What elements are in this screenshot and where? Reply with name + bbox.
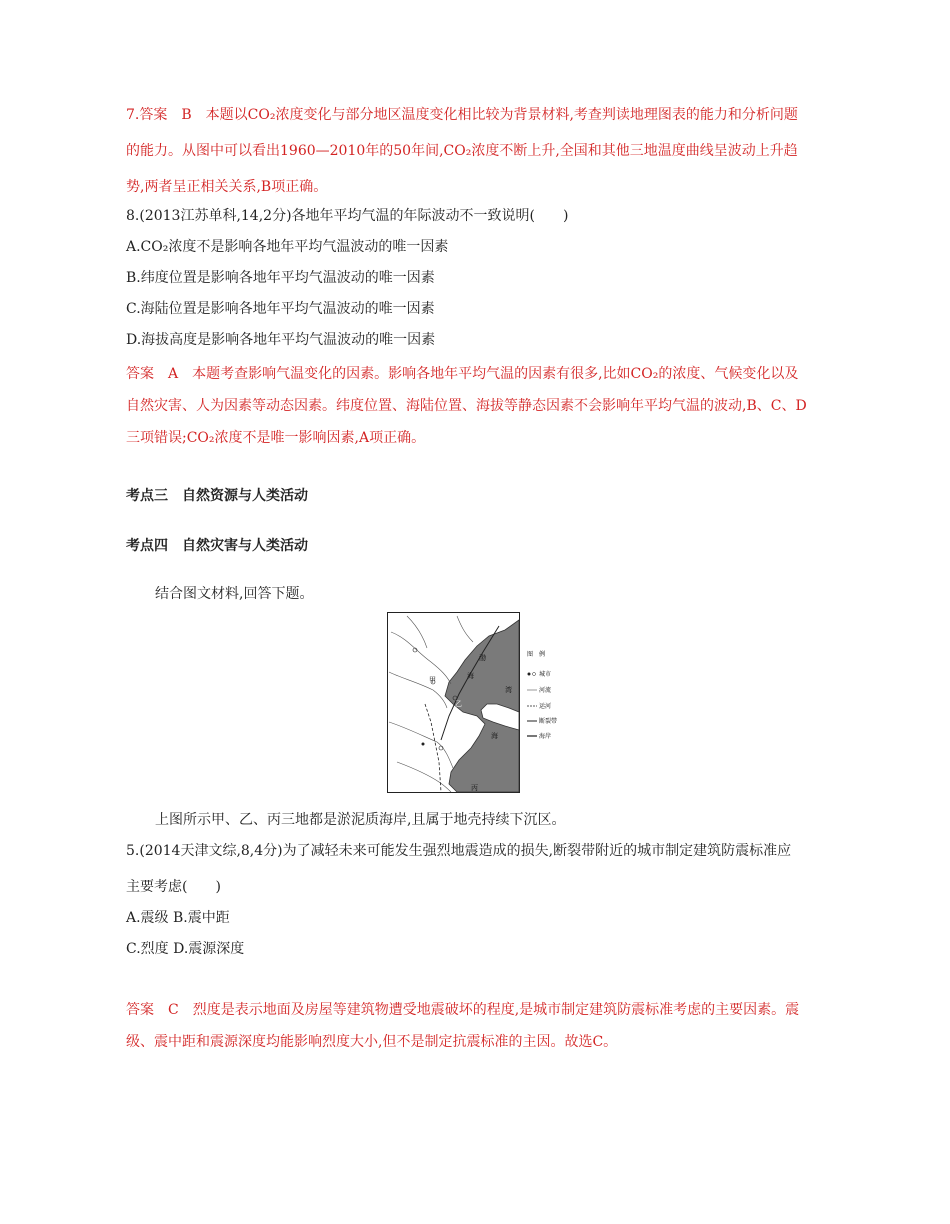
sea-label-2: 海: [467, 672, 474, 680]
bohai-map: [387, 612, 583, 794]
q5-answer-line: 级、震中距和震源深度均能影响烈度大小,但不是制定抗震标准的主因。故选C。: [126, 1034, 618, 1050]
q8-question: [126, 207, 826, 362]
place-label-jia: 甲: [429, 676, 436, 684]
place-label-bing: 丙: [471, 784, 478, 792]
q8-answer-line: 三项错误;CO₂浓度不是唯一影响因素,A项正确。: [126, 430, 426, 446]
legend-title: 图 例: [527, 651, 546, 658]
q7-answer-line: 7.答案 B 本题以CO₂浓度变化与部分地区温度变化相比较为背景材料,考查判读地理图表的能力和分析问题: [126, 107, 798, 123]
q5-options-ab: A.震级 B.震中距: [126, 910, 230, 926]
map-figure: [387, 612, 583, 794]
place-label-yi: 乙: [455, 700, 462, 708]
q5-options-cd: C.烈度 D.震源深度: [126, 941, 245, 957]
q5-question: [126, 840, 826, 969]
q8-answer: [126, 364, 826, 448]
q7-answer-line: 势,两者呈正相关关系,B项正确。: [126, 179, 328, 195]
q8-answer-line: 答案 A 本题考查影响气温变化的因素。影响各地年平均气温的因素有很多,比如CO₂的浓度、气候变化以及: [126, 366, 799, 382]
q8-option-c: C.海陆位置是影响各地年平均气温波动的唯一因素: [126, 301, 435, 317]
legend-river-label: 河流: [539, 687, 552, 694]
q8-stem: 8.(2013江苏单科,14,2分)各地年平均气温的年际波动不一致说明( ): [126, 208, 569, 224]
map-caption: 上图所示甲、乙、丙三地都是淤泥质海岸,且属于地壳持续下沉区。: [155, 812, 566, 828]
legend-city-icon: [528, 673, 531, 676]
q5-stem-line: 5.(2014天津文综,8,4分)为了减轻未来可能发生强烈地震造成的损失,断裂带附近的城市制定建筑防震标准应: [126, 843, 792, 859]
legend-canal-label: 运河: [539, 703, 552, 710]
sea-label-4: 海: [491, 732, 498, 740]
legend-city-label: 城市: [539, 671, 552, 678]
section-heading-kd3: 考点三 自然资源与人类活动: [126, 488, 308, 504]
q8-option-b: B.纬度位置是影响各地年平均气温波动的唯一因素: [126, 270, 435, 286]
q7-answer-line: 的能力。从图中可以看出1960—2010年的50年间,CO₂浓度不断上升,全国和其他三地温度曲线呈波动上升趋: [126, 143, 798, 159]
section-heading-kd4: 考点四 自然灾害与人类活动: [126, 538, 308, 554]
q8-option-d: D.海拔高度是影响各地年平均气温波动的唯一因素: [126, 332, 436, 348]
q8-answer-line: 自然灾害、人为因素等动态因素。纬度位置、海陆位置、海拔等静态因素不会影响年平均气温的波动,B、C、D: [126, 398, 807, 414]
legend-coast-label: 海岸: [539, 733, 552, 740]
intro-text: 结合图文材料,回答下题。: [155, 586, 314, 602]
sea-label-3: 湾: [505, 686, 512, 694]
q5-answer: [126, 1000, 826, 1052]
q8-option-a: A.CO₂浓度不是影响各地年平均气温波动的唯一因素: [126, 239, 449, 255]
city-marker: [422, 743, 425, 746]
q5-answer-line: 答案 C 烈度是表示地面及房屋等建筑物遭受地震破坏的程度,是城市制定建筑防震标准考虑的主要因素。震: [126, 1002, 800, 1018]
q5-stem-line: 主要考虑( ): [126, 879, 221, 895]
sea-label-1: 渤: [479, 654, 486, 662]
q7-answer: [126, 104, 826, 198]
legend-fault-label: 断裂带: [539, 718, 558, 725]
